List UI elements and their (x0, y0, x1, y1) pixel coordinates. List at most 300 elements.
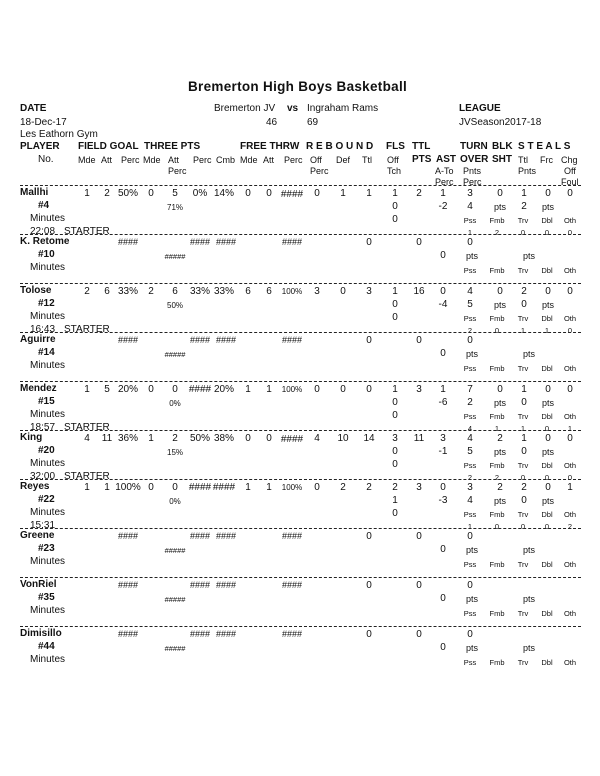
turnover-count-trv: 1 (520, 326, 526, 335)
turnover-type-oth: Oth (563, 609, 577, 618)
date-label: DATE (20, 103, 47, 114)
stat-off: 0 (314, 384, 320, 395)
stat-ftm: 6 (245, 286, 251, 297)
steal-pts-label: pts (541, 398, 555, 408)
stat-fgm: 4 (84, 433, 90, 444)
fouls-minutes: 0 (392, 214, 398, 225)
row-divider (20, 528, 581, 529)
turnover-type-oth: Oth (563, 461, 577, 470)
stat-turn: 4 (467, 433, 473, 444)
assist-to: 0 (440, 348, 446, 359)
three-att-perc: 71% (166, 203, 184, 212)
player-name: K. Retome (20, 236, 70, 247)
stat-reb: 1 (366, 188, 372, 199)
turnover-type-oth: Oth (563, 314, 577, 323)
turnover-count-dbl: 0 (544, 424, 550, 433)
starter-label: STARTER (64, 471, 110, 482)
stat-frc: 0 (545, 433, 551, 444)
col-turn-perc: Perc (463, 177, 482, 187)
col-points: PTS (412, 154, 432, 165)
steal-pts-label: pts (522, 643, 536, 653)
turnover-type-fmb: Fmb (489, 364, 505, 373)
points: 0 (416, 335, 422, 346)
away-score: 69 (307, 117, 319, 128)
turn-pts-label: pts (493, 447, 507, 457)
fg-perc: #### (117, 237, 139, 247)
turnover-count-fmb: 2 (494, 228, 500, 237)
turnover-count-dbl: 0 (544, 522, 550, 531)
player-number: #15 (38, 396, 55, 407)
rebounds-total: 0 (366, 629, 372, 640)
stat-chg: 0 (567, 433, 573, 444)
col-reb-off-perc: Perc (310, 166, 329, 176)
row-divider (20, 626, 581, 627)
turnover-count-trv: 0 (520, 473, 526, 482)
row-divider (20, 185, 581, 186)
turnover-count-oth: 1 (567, 424, 573, 433)
turnover-type-pss: Pss (463, 216, 477, 225)
points: 0 (416, 629, 422, 640)
turn-pts-label: pts (465, 349, 479, 359)
stat-st: 1 (521, 384, 527, 395)
assist-to: 0 (440, 642, 446, 653)
turnover-type-oth: Oth (563, 266, 577, 275)
stat-tpm: 1 (148, 433, 154, 444)
minutes-label: Minutes (30, 556, 66, 567)
combined-perc: #### (215, 237, 237, 247)
ft-perc: #### (281, 531, 303, 541)
stat-tpa: 0 (172, 384, 178, 395)
stat-ast: 1 (440, 188, 446, 199)
player-number: #4 (38, 200, 50, 211)
stat-blk: 0 (497, 286, 503, 297)
turnover-type-trv: Trv (517, 609, 529, 618)
turn-pts-label: pts (465, 643, 479, 653)
stat-cmb: 14% (213, 188, 235, 199)
player-number: #14 (38, 347, 55, 358)
minutes-played: 32:00 (30, 471, 56, 482)
player-name: Tolose (20, 285, 52, 296)
turnover-type-pss: Pss (463, 461, 477, 470)
stat-chg: 1 (567, 482, 573, 493)
combined-perc: #### (215, 531, 237, 541)
stat-reb: 0 (366, 384, 372, 395)
row-divider (20, 283, 581, 284)
turn-pts-label: pts (465, 251, 479, 261)
stat-pts: 2 (416, 188, 422, 199)
minutes-label: Minutes (30, 409, 66, 420)
turnover-count-trv: 0 (520, 228, 526, 237)
turnover-type-trv: Trv (517, 314, 529, 323)
steal-pts-label: pts (541, 496, 555, 506)
stat-off: 4 (314, 433, 320, 444)
turnover-count-fmb: 2 (494, 473, 500, 482)
turnover-type-trv: Trv (517, 510, 529, 519)
col-shot: SHT (492, 154, 512, 165)
steal-pts-label: pts (522, 349, 536, 359)
stat-def: 2 (340, 482, 346, 493)
player-number: #44 (38, 641, 55, 652)
home-score: 46 (266, 117, 278, 128)
turnover-type-pss: Pss (463, 658, 477, 667)
stat-st: 1 (521, 433, 527, 444)
turnover-type-trv: Trv (517, 658, 529, 667)
assist-to: 0 (440, 250, 446, 261)
turnover-count-fmb: 0 (494, 522, 500, 531)
col-rebound: R E B O U N D (306, 141, 374, 152)
player-number: #23 (38, 543, 55, 554)
home-team: Bremerton JV (214, 103, 276, 114)
assist-to: -2 (438, 201, 448, 212)
player-name: VonRiel (20, 579, 57, 590)
vs-label: vs (287, 103, 299, 114)
three-perc: #### (189, 629, 211, 639)
steal-pts: 0 (521, 495, 527, 506)
stat-chg: 0 (567, 188, 573, 199)
turnover-type-oth: Oth (563, 216, 577, 225)
stat-pts: 3 (416, 384, 422, 395)
stat-ftp: 100% (281, 483, 303, 492)
stat-tpp: #### (188, 482, 212, 493)
row-divider (20, 430, 581, 431)
turnover-type-pss: Pss (463, 364, 477, 373)
turn-pts: 5 (467, 299, 473, 310)
stat-ast: 3 (440, 433, 446, 444)
turnover-count-pss: 4 (467, 424, 473, 433)
stat-fgp: 50% (117, 188, 139, 199)
stat-off: 3 (314, 286, 320, 297)
turnover-count-trv: 0 (520, 522, 526, 531)
three-att-perc: 15% (166, 448, 184, 457)
stat-chg: 0 (567, 384, 573, 395)
turnover-type-fmb: Fmb (489, 560, 505, 569)
turnovers: 0 (467, 629, 473, 640)
turnovers: 0 (467, 335, 473, 346)
three-perc: #### (189, 531, 211, 541)
three-perc: #### (189, 335, 211, 345)
turnover-type-trv: Trv (517, 364, 529, 373)
col-turn-pnts: Pnts (463, 166, 482, 176)
assist-to: -3 (438, 495, 448, 506)
turnover-count-pss: 1 (467, 228, 473, 237)
turnover-type-pss: Pss (463, 314, 477, 323)
col-touch: Tch (387, 166, 402, 176)
row-divider (20, 332, 581, 333)
stat-tpa: 6 (172, 286, 178, 297)
stat-ftp: #### (280, 189, 304, 200)
three-att-perc: ##### (164, 546, 186, 555)
turn-pts-label: pts (493, 398, 507, 408)
turnover-type-dbl: Dbl (541, 314, 553, 323)
turnover-type-dbl: Dbl (541, 461, 553, 470)
stat-reb: 3 (366, 286, 372, 297)
turnover-count-dbl: 0 (544, 228, 550, 237)
row-divider (20, 381, 581, 382)
minutes-played: 22:08 (30, 226, 56, 237)
col-steals: S T E A L S (518, 141, 571, 152)
minutes-label: Minutes (30, 605, 66, 616)
col-3p-att: Att (168, 155, 180, 165)
stat-frc: 0 (545, 286, 551, 297)
turnover-type-dbl: Dbl (541, 510, 553, 519)
stat-tpm: 0 (148, 384, 154, 395)
turnover-type-trv: Trv (517, 412, 529, 421)
stat-turn: 3 (467, 188, 473, 199)
turn-pts: 4 (467, 495, 473, 506)
col-off-foul-1: Off (564, 166, 576, 176)
turnover-type-trv: Trv (517, 461, 529, 470)
stat-def: 1 (340, 188, 346, 199)
player-number: #22 (38, 494, 55, 505)
turnover-count-oth: 0 (567, 326, 573, 335)
stat-pts: 11 (413, 433, 425, 444)
stat-cmb: #### (212, 482, 236, 493)
col-charge: Chg (561, 155, 578, 165)
stat-blk: 2 (497, 433, 503, 444)
stat-tpm: 0 (148, 482, 154, 493)
turnover-type-fmb: Fmb (489, 510, 505, 519)
fg-perc: #### (117, 531, 139, 541)
fg-perc: #### (117, 629, 139, 639)
turnover-type-fmb: Fmb (489, 314, 505, 323)
fouls-minutes: 0 (392, 459, 398, 470)
stat-fgp: 100% (115, 482, 141, 493)
stat-pts: 16 (413, 286, 425, 297)
stat-st: 2 (521, 286, 527, 297)
minutes-label: Minutes (30, 311, 66, 322)
three-att-perc: ##### (164, 252, 186, 261)
stat-reb: 2 (366, 482, 372, 493)
col-number: No. (38, 154, 54, 165)
three-perc: #### (189, 580, 211, 590)
stat-fta: 0 (266, 433, 272, 444)
fouls-minutes: 0 (392, 410, 398, 421)
col-total: TTL (412, 141, 431, 152)
league-label: LEAGUE (459, 103, 501, 114)
stat-cmb: 38% (213, 433, 235, 444)
stat-ast: 0 (440, 286, 446, 297)
player-name: Mallhi (20, 187, 49, 198)
rebounds-total: 0 (366, 335, 372, 346)
game-date: 18-Dec-17 (20, 117, 67, 128)
turn-pts-label: pts (465, 594, 479, 604)
stat-st: 2 (521, 482, 527, 493)
stat-blk: 0 (497, 384, 503, 395)
col-forced: Frc (540, 155, 553, 165)
stat-tpa: 5 (172, 188, 178, 199)
fouls-touch: 0 (392, 201, 398, 212)
combined-perc: #### (215, 580, 237, 590)
three-att-perc: 50% (166, 301, 184, 310)
turnover-type-oth: Oth (563, 510, 577, 519)
turnover-count-fmb: 0 (494, 326, 500, 335)
stat-fta: 1 (266, 482, 272, 493)
stat-fgp: 20% (117, 384, 139, 395)
stat-fgp: 33% (117, 286, 139, 297)
col-ato-perc: Perc (435, 177, 454, 187)
stat-fgm: 1 (84, 482, 90, 493)
turnover-type-dbl: Dbl (541, 560, 553, 569)
stat-def: 0 (340, 384, 346, 395)
stat-frc: 0 (545, 482, 551, 493)
turnover-type-oth: Oth (563, 560, 577, 569)
turnover-type-dbl: Dbl (541, 216, 553, 225)
turn-pts-label: pts (493, 300, 507, 310)
turnover-count-oth: 2 (567, 522, 573, 531)
fouls-touch: 0 (392, 299, 398, 310)
steal-pts-label: pts (541, 300, 555, 310)
stat-frc: 0 (545, 384, 551, 395)
stat-ftm: 1 (245, 482, 251, 493)
steal-pts: 2 (521, 201, 527, 212)
turn-pts-label: pts (493, 202, 507, 212)
stat-def: 0 (340, 286, 346, 297)
three-att-perc: 0% (169, 399, 181, 408)
starter-label: STARTER (64, 324, 110, 335)
ft-perc: #### (281, 237, 303, 247)
steal-pts-label: pts (541, 202, 555, 212)
points: 0 (416, 580, 422, 591)
fouls-minutes: 0 (392, 508, 398, 519)
turnover-type-fmb: Fmb (489, 658, 505, 667)
points: 0 (416, 531, 422, 542)
col-reb-def: Def (336, 155, 351, 165)
away-team: Ingraham Rams (307, 103, 379, 114)
three-att-perc: ##### (164, 644, 186, 653)
col-ato: A-To (435, 166, 454, 176)
turnover-count-oth: 0 (567, 228, 573, 237)
stat-tpa: 2 (172, 433, 178, 444)
col-field-goal: FIELD GOAL (78, 141, 139, 152)
ft-perc: #### (281, 335, 303, 345)
stat-fta: 1 (266, 384, 272, 395)
col-reb-off: Off (310, 155, 322, 165)
stat-fgm: 1 (84, 188, 90, 199)
starter-label: STARTER (64, 226, 110, 237)
stat-tpa: 0 (172, 482, 178, 493)
col-steals-total: Ttl (518, 155, 528, 165)
turnover-count-trv: 1 (520, 424, 526, 433)
player-number: #10 (38, 249, 55, 260)
steal-pts-label: pts (522, 545, 536, 555)
player-name: Aguirre (20, 334, 56, 345)
player-number: #12 (38, 298, 55, 309)
turn-pts-label: pts (493, 496, 507, 506)
turnover-type-oth: Oth (563, 412, 577, 421)
rebounds-total: 0 (366, 531, 372, 542)
three-att-perc: 0% (169, 497, 181, 506)
turnovers: 0 (467, 237, 473, 248)
turnover-type-dbl: Dbl (541, 364, 553, 373)
assist-to: 0 (440, 544, 446, 555)
stat-fls: 1 (392, 384, 398, 395)
player-number: #20 (38, 445, 55, 456)
stat-reb: 14 (363, 433, 375, 444)
col-fg-att: Att (101, 155, 113, 165)
col-fg-perc: Perc (121, 155, 140, 165)
turn-pts: 5 (467, 446, 473, 457)
stat-fta: 0 (266, 188, 272, 199)
stat-tpp: #### (188, 384, 212, 395)
stat-fga: 2 (104, 188, 110, 199)
steal-pts-label: pts (522, 251, 536, 261)
stat-tpm: 0 (148, 188, 154, 199)
col-combined: Cmb (216, 155, 236, 165)
turnover-type-pss: Pss (463, 609, 477, 618)
stat-fgm: 2 (84, 286, 90, 297)
player-name: Dimisillo (20, 628, 62, 639)
starter-label: STARTER (64, 422, 110, 433)
player-name: Greene (20, 530, 55, 541)
stat-ftm: 1 (245, 384, 251, 395)
col-3p-made: Mde (143, 155, 161, 165)
stat-turn: 3 (467, 482, 473, 493)
minutes-label: Minutes (30, 654, 66, 665)
stat-blk: 2 (497, 482, 503, 493)
turnover-type-dbl: Dbl (541, 658, 553, 667)
steal-pts: 0 (521, 446, 527, 457)
col-steals-pnts: Pnts (518, 166, 537, 176)
col-player: PLAYER (20, 141, 60, 152)
ft-perc: #### (281, 580, 303, 590)
turnover-count-dbl: 1 (544, 326, 550, 335)
col-fg-made: Mde (78, 155, 96, 165)
stat-ftp: #### (280, 434, 304, 445)
col-ft-perc: Perc (284, 155, 303, 165)
minutes-label: Minutes (30, 458, 66, 469)
venue: Les Eathorn Gym (20, 129, 98, 140)
stat-cmb: 20% (213, 384, 235, 395)
turnover-type-fmb: Fmb (489, 216, 505, 225)
ft-perc: #### (281, 629, 303, 639)
turnover-type-dbl: Dbl (541, 609, 553, 618)
stat-fls: 1 (392, 286, 398, 297)
assist-to: -6 (438, 397, 448, 408)
turnover-type-pss: Pss (463, 510, 477, 519)
fg-perc: #### (117, 335, 139, 345)
row-divider (20, 234, 581, 235)
col-free-throw: FREE THRW (240, 141, 300, 152)
minutes-label: Minutes (30, 507, 66, 518)
turnover-type-fmb: Fmb (489, 266, 505, 275)
stat-fls: 3 (392, 433, 398, 444)
turnover-type-oth: Oth (563, 364, 577, 373)
minutes-played: 18:57 (30, 422, 56, 433)
combined-perc: #### (215, 629, 237, 639)
player-name: Reyes (20, 481, 50, 492)
stat-fgp: 36% (117, 433, 139, 444)
stat-fls: 1 (392, 188, 398, 199)
minutes-label: Minutes (30, 262, 66, 273)
col-ft-made: Mde (240, 155, 258, 165)
stat-ftp: 100% (281, 385, 303, 394)
stat-ast: 1 (440, 384, 446, 395)
col-reb-total: Ttl (362, 155, 372, 165)
minutes-played: 16:43 (30, 324, 56, 335)
stat-pts: 3 (416, 482, 422, 493)
page-title: Bremerton High Boys Basketball (188, 79, 408, 94)
stat-blk: 0 (497, 188, 503, 199)
turnover-type-dbl: Dbl (541, 266, 553, 275)
turnover-type-trv: Trv (517, 266, 529, 275)
row-divider (20, 577, 581, 578)
stat-turn: 4 (467, 286, 473, 297)
assist-to: 0 (440, 593, 446, 604)
turnover-type-trv: Trv (517, 560, 529, 569)
row-divider (20, 479, 581, 480)
col-ft-att: Att (263, 155, 275, 165)
three-perc: #### (189, 237, 211, 247)
